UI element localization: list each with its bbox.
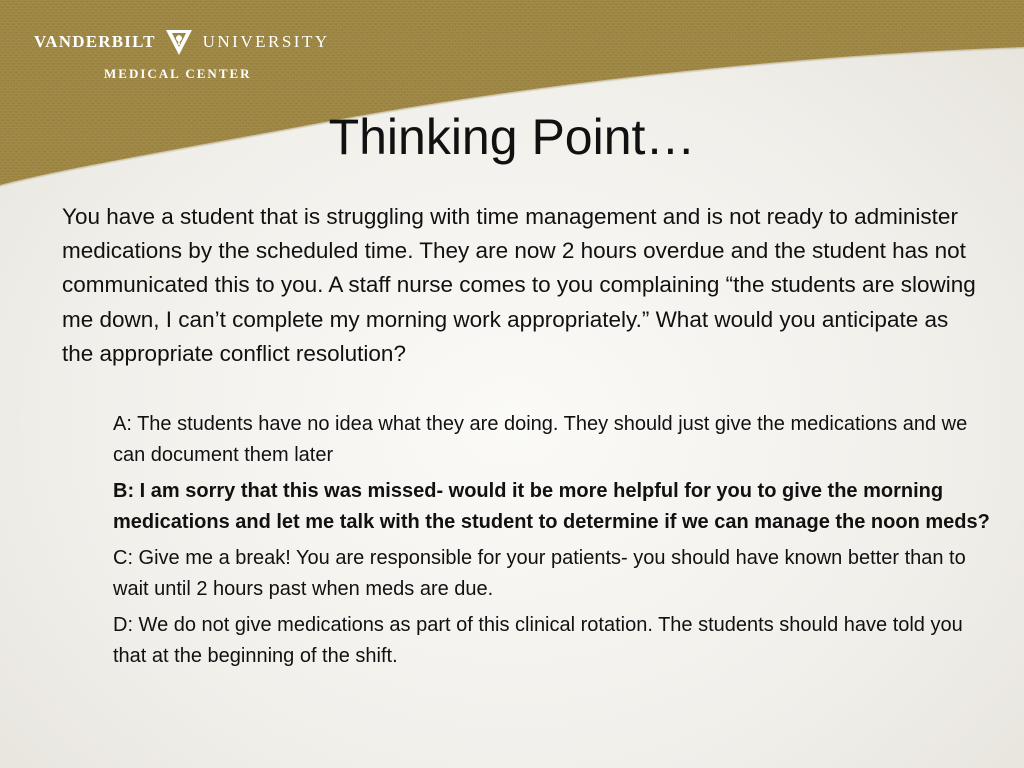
vanderbilt-v-oak-icon xyxy=(164,27,194,57)
answer-options-list xyxy=(113,409,993,677)
logo-subtitle: MEDICAL CENTER xyxy=(104,66,252,81)
logo-word-university: UNIVERSITY xyxy=(202,32,330,51)
option-d: D: We do not give medications as part of this clinical rotation. The students should have told you that at the beginning of the shift. xyxy=(113,614,963,667)
option-c: C: Give me a break! You are responsible for your patients- you should have known better than to wait until 2 hours past when meds are due. xyxy=(113,547,966,600)
option-b-correct: B: I am sorry that this was missed- would it be more helpful for you to give the morning medications and let me talk with the student to determine if we can manage the noon meds? xyxy=(113,480,990,533)
vanderbilt-logo[interactable] xyxy=(34,26,330,82)
scenario-text: You have a student that is struggling with time management and is not ready to administer medications by the scheduled time. They are now 2 hours overdue and the student has not communicated this to you. A staff nurse comes to you complaining “the students are slowing me down, I can’t complete my morning work appropriately.” What would you anticipate as the appropriate conflict resolution? xyxy=(62,204,976,366)
logo-word-vanderbilt: VANDERBILT xyxy=(34,32,156,51)
option-a: A: The students have no idea what they are doing. They should just give the medications and we can document them later xyxy=(113,413,968,466)
slide-title: Thinking Point… xyxy=(328,109,696,165)
logo-top-line xyxy=(34,26,330,58)
